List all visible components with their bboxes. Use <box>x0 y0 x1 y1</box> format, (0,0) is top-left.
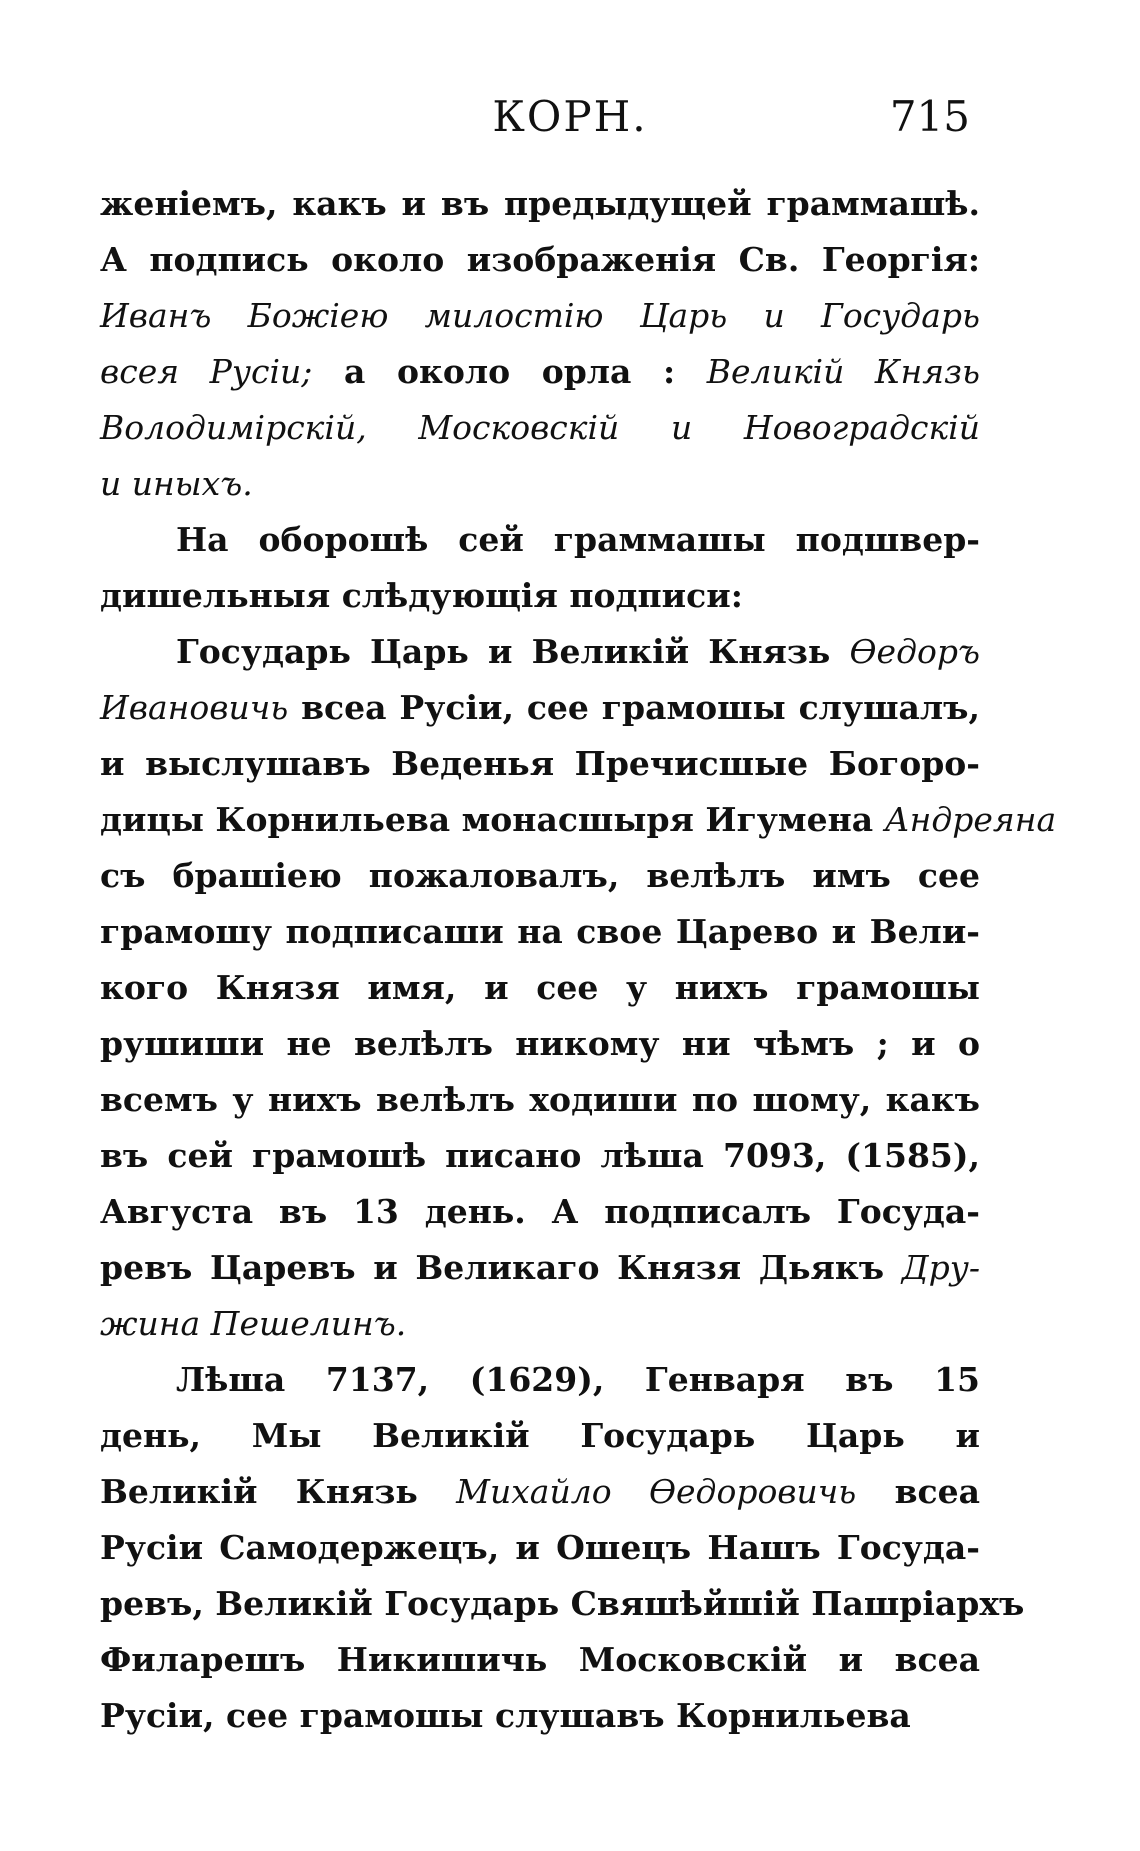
italic-run: Ивановичь <box>100 688 289 727</box>
text-run: съ брашіею пожаловалъ, велѣлъ имъ сее <box>100 856 980 895</box>
paragraph <box>100 176 980 512</box>
text-line <box>100 1184 980 1240</box>
text-run: и выслушавъ Веденья Пречисшые Богоро- <box>100 744 980 783</box>
text-line <box>100 1072 980 1128</box>
text-line <box>100 568 980 624</box>
text-line <box>100 1128 980 1184</box>
text-run: кого Князя имя, и сее у нихъ грамошы <box>100 968 980 1007</box>
italic-run: Андреяна <box>884 800 1057 839</box>
text-line <box>100 1408 980 1464</box>
text-run: всемъ у нихъ велѣлъ ходиши по шому, какъ <box>100 1080 980 1119</box>
text-line <box>100 1240 980 1296</box>
text-line <box>100 1296 980 1352</box>
text-run: ревъ, Великій Государь Свяшѣйшій Пашріархъ <box>100 1584 1025 1623</box>
text-run: Русіи, сее грамошы слушавъ Корнильева <box>100 1696 911 1735</box>
text-line <box>100 848 980 904</box>
paragraph <box>100 512 980 624</box>
text-run: А подпись около изображенія Св. Георгія: <box>100 240 980 279</box>
italic-run: всея Русіи; <box>100 352 313 391</box>
text-run: Филарешъ Никишичь Московскій и всеа <box>100 1640 980 1679</box>
text-run: ревъ Царевъ и Великаго Князя Дьякъ <box>100 1248 902 1287</box>
text-run: дишельныя слѣдующія подписи: <box>100 576 743 615</box>
text-run: дицы Корнильева монасшыря Игумена <box>100 800 885 839</box>
text-run: Великій Князь <box>100 1472 457 1511</box>
text-line <box>100 512 980 568</box>
text-line <box>100 904 980 960</box>
paragraph <box>100 624 1057 1352</box>
page-number: 715 <box>889 92 970 141</box>
italic-run: Михайло Ѳедоровичь <box>456 1472 857 1511</box>
text-run: Русіи Самодержецъ, и Ошецъ Нашъ Госуда- <box>100 1528 980 1567</box>
text-line <box>100 400 980 456</box>
text-run: всеа <box>856 1472 980 1511</box>
text-line <box>100 680 980 736</box>
text-line <box>100 1576 1025 1632</box>
text-line <box>100 1352 980 1408</box>
running-head <box>0 92 1140 152</box>
italic-run: Ѳедоръ <box>849 632 980 671</box>
italic-run: жина Пешелинъ. <box>100 1304 407 1343</box>
text-run: а около орла : <box>312 352 707 391</box>
text-line <box>100 176 980 232</box>
text-line <box>100 1520 980 1576</box>
text-line <box>100 1632 980 1688</box>
text-line <box>100 960 980 1016</box>
text-run: женіемъ, какъ и въ предыдущей граммашѣ. <box>100 184 980 223</box>
text-run: На оборошѣ сей граммашы подшвер- <box>176 520 980 559</box>
text-line <box>100 736 980 792</box>
italic-run: Великій Князь <box>706 352 981 391</box>
italic-run: Иванъ Божіею милостію Царь и Государь <box>100 296 980 335</box>
text-line <box>100 344 980 400</box>
text-line <box>100 288 980 344</box>
text-run: всеа Русіи, сее грамошы слушалъ, <box>288 688 980 727</box>
paragraph <box>100 1352 1025 1744</box>
running-title: КОРН. <box>492 92 648 141</box>
text-line <box>100 1688 980 1744</box>
text-line <box>100 232 980 288</box>
italic-run: Дру- <box>901 1248 980 1287</box>
text-run: Лѣша 7137, (1629), Генваря въ 15 <box>176 1360 980 1399</box>
italic-run: и иныхъ. <box>100 464 253 503</box>
text-run: въ сей грамошѣ писано лѣша 7093, (1585), <box>100 1136 980 1175</box>
body-text <box>100 176 1057 1744</box>
text-run: день, Мы Великій Государь Царь и <box>100 1416 980 1455</box>
text-run: Государь Царь и Великій Князь <box>176 632 850 671</box>
italic-run: Володимірскій, Московскій и Новоградскій <box>100 408 980 447</box>
text-line <box>100 792 1057 848</box>
text-line <box>100 456 980 512</box>
text-line <box>100 624 980 680</box>
text-line <box>100 1464 980 1520</box>
text-run: рушиши не велѣлъ никому ни чѣмъ ; и о <box>100 1024 980 1063</box>
text-run: Августа въ 13 день. А подписалъ Госуда- <box>100 1192 980 1231</box>
text-line <box>100 1016 980 1072</box>
text-run: грамошу подписаши на свое Царево и Вели- <box>100 912 980 951</box>
